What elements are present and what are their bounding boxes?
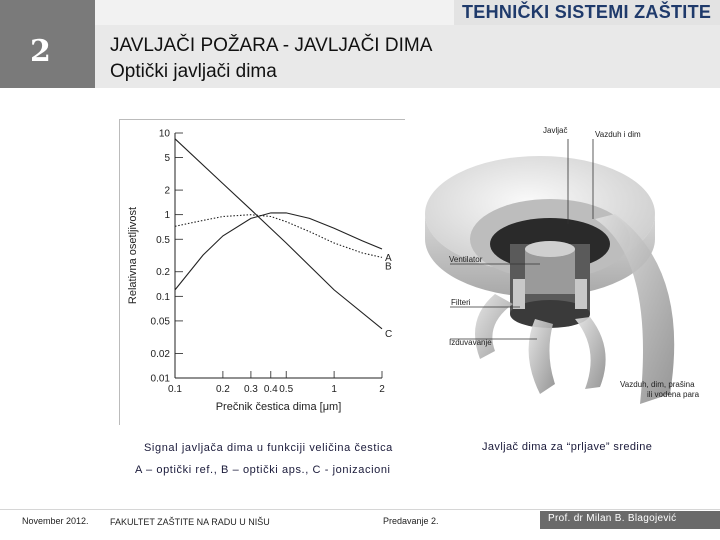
y-axis-title: Relativna osetljivost [127,206,139,305]
chart-legend-caption: A – optički ref., B – optički aps., C - jonizacioni [135,464,391,476]
y-tick-label: 5 [164,153,170,165]
sensitivity-chart [119,119,405,425]
footer-date: November 2012. [22,516,89,526]
y-tick-label: 10 [158,128,170,140]
detector-illustration-svg [425,119,715,424]
footer-divider [0,509,720,510]
label-filteri: Filteri [451,298,471,307]
sensitivity-chart-svg [120,120,405,425]
label-vazduh-prasina: Vazduh, dim, prašina [620,380,695,389]
chart-caption: Signal javljača dima u funkciji veličina čestica [144,442,393,454]
series-label-c: C [385,328,393,340]
x-tick-label: 0.5 [279,384,294,395]
label-javljac: Javljač [543,126,568,135]
exhaust-arrow-2 [575,317,606,389]
series-line-a [175,213,382,290]
label-vodena-para: ili vodena para [647,390,700,399]
course-banner-title: TEHNIČKI SISTEMI ZAŠTITE [462,2,712,22]
x-tick-label: 0.3 [243,384,258,395]
x-tick-label: 2 [379,384,385,395]
x-tick-label: 1 [331,384,337,395]
y-tick-label: 0.2 [156,267,170,279]
x-tick-label: 0.4 [263,384,278,395]
label-ventilator: Ventilator [449,255,483,264]
footer-faculty: FAKULTET ZAŠTITE NA RADU U NIŠU [110,517,270,527]
exhaust-arrow-1 [529,319,555,394]
y-tick-label: 0.05 [150,316,170,328]
y-tick-label: 0.5 [156,234,170,246]
series-line-c [175,139,382,329]
y-tick-label: 0.01 [150,373,170,385]
footer-lecture: Predavanje 2. [383,516,439,526]
label-izduvavanje: Izduvavanje [449,338,492,347]
detector-illustration [425,119,715,424]
x-tick-label: 0.1 [168,384,182,395]
filter-left [513,279,525,309]
slide-number: 2 [30,34,51,69]
fan-top [525,241,575,257]
exhaust-arrow-3 [475,294,513,359]
photo-caption: Javljač dima za “prljave” sredine [482,441,653,453]
x-tick-label: 0.2 [215,384,230,395]
y-tick-label: 0.02 [150,348,170,360]
series-label-a: A [385,252,392,264]
slide-title: JAVLJAČI POŽARA - JAVLJAČI DIMA [110,35,433,56]
label-vazduh-dim: Vazduh i dim [595,130,641,139]
series-label-b: B [385,261,392,273]
slide-subtitle: Optički javljači dima [110,61,277,82]
y-tick-label: 2 [164,185,170,197]
y-tick-label: 0.1 [156,291,170,303]
x-axis-title: Prečnik čestica dima [μm] [215,401,342,413]
y-tick-label: 1 [164,210,170,222]
filter-right [575,279,587,309]
footer-author: Prof. dr Milan B. Blagojević [548,513,677,524]
